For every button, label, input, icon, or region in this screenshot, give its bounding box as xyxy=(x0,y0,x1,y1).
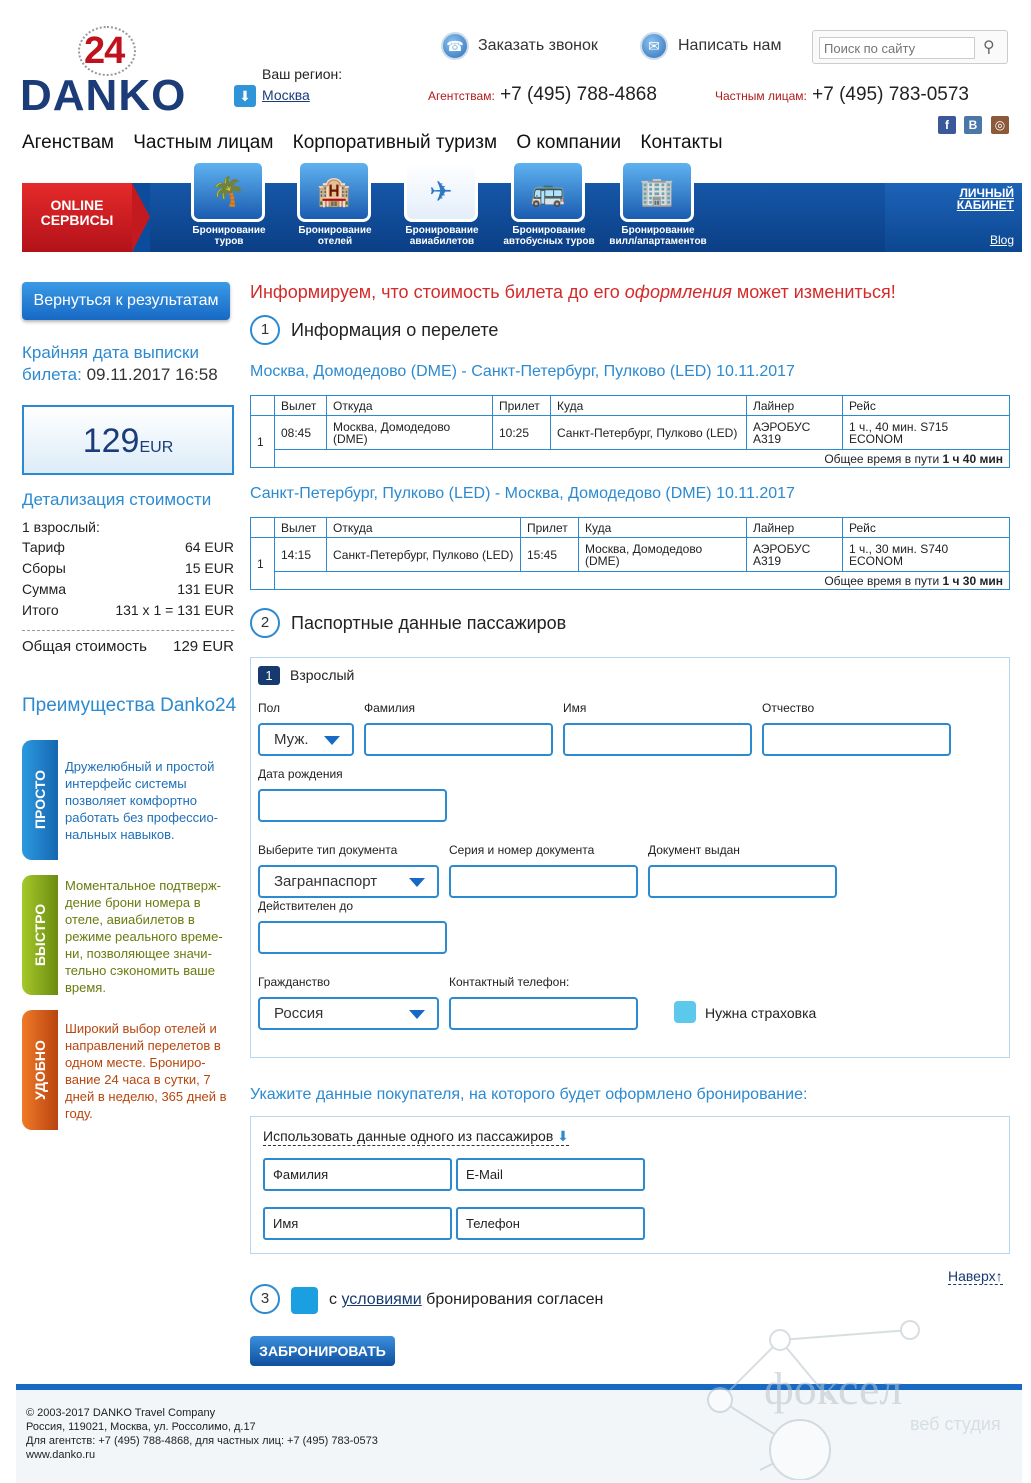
to-top-link[interactable]: Наверх↑ xyxy=(948,1268,1003,1284)
agents-phone-label: Агентствам: xyxy=(428,89,495,103)
birth-date-label: Дата рождения xyxy=(258,767,343,781)
doc-issued-label: Документ выдан xyxy=(648,843,740,857)
agents-phone xyxy=(428,84,657,106)
watermark-text: фоксел xyxy=(764,1363,903,1414)
price-value: 129 xyxy=(82,422,140,460)
passenger-number: 1 xyxy=(258,666,280,685)
patronymic-label: Отчество xyxy=(762,701,815,715)
total-cost: Общая стоимость 129 EUR xyxy=(22,638,234,655)
valid-until-input[interactable] xyxy=(258,921,447,954)
advantage-tab: ПРОСТО xyxy=(22,740,58,860)
ticket-deadline xyxy=(22,342,232,386)
personal-cabinet-link[interactable]: ЛИЧНЫЙ КАБИНЕТ xyxy=(956,186,1014,212)
valid-until-label: Действителен до xyxy=(258,899,354,913)
private-phone-label: Частным лицам: xyxy=(715,89,807,103)
step-number: 3 xyxy=(250,1284,280,1314)
table-row: 1 08:45 Москва, Домодедово (DME) 10:25 Санкт-Петербург, Пулково (LED) АЭРОБУС А319 1 ч., 40 мин. S715 ECONOM xyxy=(251,416,1010,450)
citizenship-label: Гражданство xyxy=(258,975,330,989)
name-label: Имя xyxy=(563,701,587,715)
order-call-link[interactable]: Заказать звонок xyxy=(478,37,598,54)
online-services-line1: ONLINE xyxy=(50,197,104,213)
bus-icon: 🚌 xyxy=(511,160,585,222)
table-row: 1 14:15 Санкт-Петербург, Пулково (LED) 15:45 Москва, Домодедово (DME) АЭРОБУС А319 1 ч., 30 мин. S740 ECONOM xyxy=(251,538,1010,572)
chevron-down-icon xyxy=(324,736,340,745)
service-villas[interactable]: 🏢 Бронирование вилл/апартаментов xyxy=(606,160,710,247)
contact-phone-input[interactable] xyxy=(449,997,638,1030)
cost-row: Итого 131 x 1 = 131 EUR xyxy=(22,602,234,618)
step-title: Информация о перелете xyxy=(291,320,499,340)
service-flights[interactable]: ✈ Бронирование авиабилетов xyxy=(404,160,480,247)
step-title: Паспортные данные пассажиров xyxy=(291,613,567,633)
advantage-tab: УДОБНО xyxy=(22,1010,58,1130)
watermark-logo xyxy=(700,1320,1020,1480)
service-bus[interactable]: 🚌 Бронирование автобусных туров xyxy=(502,160,596,247)
step-number: 2 xyxy=(250,608,280,638)
insurance-label: Нужна страховка xyxy=(705,1005,817,1021)
deadline-value: 09.11.2017 16:58 xyxy=(86,365,218,384)
logo-24[interactable]: 24 xyxy=(84,30,124,73)
private-phone xyxy=(715,84,969,106)
main-nav xyxy=(22,132,737,154)
banner-arrow xyxy=(132,183,150,252)
chevron-down-icon xyxy=(409,1010,425,1019)
agents-phone-number: +7 (495) 788-4868 xyxy=(500,84,657,105)
hotel-icon: 🏨 xyxy=(297,160,371,222)
advantage-text: Широкий выбор отелей и направлений перелетов в одном месте. Брониро-вание 24 часа в сутки, 7 дней в неделю, 365 дней в году. xyxy=(65,1021,227,1121)
advantage-convenient xyxy=(22,1010,234,1130)
name-input[interactable] xyxy=(563,723,752,756)
agree-checkbox[interactable] xyxy=(291,1287,318,1314)
surname-label: Фамилия xyxy=(364,701,415,715)
gender-select[interactable]: Муж. xyxy=(258,723,354,756)
service-hotels[interactable]: 🏨 Бронирование отелей xyxy=(297,160,373,247)
palm-icon: 🌴 xyxy=(191,160,265,222)
region-link[interactable]: Москва xyxy=(262,87,310,103)
price-box xyxy=(22,405,234,475)
flight-route: Москва, Домодедово (DME) - Санкт-Петербург, Пулково (LED) 10.11.2017 xyxy=(250,363,795,380)
villa-icon: 🏢 xyxy=(620,160,694,222)
use-passenger-data-link[interactable]: Использовать данные одного из пассажиров ⬇ xyxy=(263,1128,569,1144)
nav-agencies[interactable]: Агенствам xyxy=(22,132,114,153)
chevron-down-icon xyxy=(409,878,425,887)
plane-icon: ✈ xyxy=(404,160,478,222)
footer-site[interactable]: www.danko.ru xyxy=(26,1449,96,1461)
phone-icon[interactable]: ☎ xyxy=(441,32,469,60)
footer-copyright: © 2003-2017 DANKO Travel Company xyxy=(26,1407,216,1419)
deadline-label: Крайняя дата выписки билета: xyxy=(22,343,199,384)
buyer-phone-input[interactable]: Телефон xyxy=(456,1207,645,1240)
agree-text: с условиями бронирования согласен xyxy=(329,1291,604,1308)
nav-contacts[interactable]: Контакты xyxy=(640,132,723,153)
footer-phones: Для агентств: +7 (495) 788-4868, для частных лиц: +7 (495) 783-0573 xyxy=(26,1435,378,1447)
advantage-text: Дружелюбный и простой интерфейс системы позволяет комфортно работать без профессио-нальных навыков. xyxy=(65,759,219,842)
logo-danko[interactable]: DANKO xyxy=(20,71,187,120)
instagram-icon[interactable]: ◎ xyxy=(991,116,1009,134)
download-icon: ⬇ xyxy=(557,1128,569,1144)
blog-link[interactable]: Blog xyxy=(989,233,1014,247)
price-warning: Информируем, что стоимость билета до его оформления может измениться! xyxy=(250,282,896,302)
flight-route: Санкт-Петербург, Пулково (LED) - Москва, Домодедово (DME) 10.11.2017 xyxy=(250,485,795,502)
cost-detail-title: Детализация стоимости xyxy=(22,490,212,509)
advantage-tab: БЫСТРО xyxy=(22,875,58,995)
back-to-results-button[interactable]: Вернуться к результатам xyxy=(22,282,230,320)
watermark-subtext: веб студия xyxy=(910,1414,1001,1434)
advantages-title: Преимущества Danko24 xyxy=(22,695,237,716)
cost-row: Сборы 15 EUR xyxy=(22,560,234,576)
nav-corporate[interactable]: Корпоративный туризм xyxy=(292,132,498,153)
download-icon: ⬇ xyxy=(234,85,256,107)
adults-count: 1 взрослый: xyxy=(22,519,100,535)
footer-address: Россия, 119021, Москва, ул. Россолимо, д.17 xyxy=(26,1421,256,1433)
online-services-line2: СЕРВИСЫ xyxy=(40,212,114,228)
advantage-simple xyxy=(22,740,234,860)
cost-row: Тариф 64 EUR xyxy=(22,539,234,555)
buyer-surname-input[interactable]: Фамилия xyxy=(263,1158,452,1191)
doc-number-label: Серия и номер документа xyxy=(449,843,595,857)
patronymic-input[interactable] xyxy=(762,723,951,756)
region-label: Ваш регион: xyxy=(262,66,343,82)
nav-about[interactable]: О компании xyxy=(516,132,622,153)
contact-phone-label: Контактный телефон: xyxy=(449,975,570,989)
doc-type-label: Выберите тип документа xyxy=(258,843,398,857)
online-services[interactable] xyxy=(22,183,132,252)
doc-number-input[interactable] xyxy=(449,865,638,898)
buyer-name-input[interactable]: Имя xyxy=(263,1207,452,1240)
cabinet-area xyxy=(885,183,1022,252)
write-us-link[interactable]: Написать нам xyxy=(678,37,782,54)
book-button[interactable]: ЗАБРОНИРОВАТЬ xyxy=(250,1336,395,1366)
service-tours[interactable]: 🌴 Бронирование туров xyxy=(191,160,267,247)
buyer-email-input[interactable]: E-Mail xyxy=(456,1158,645,1191)
search-icon[interactable]: ⚲ xyxy=(983,39,995,56)
site-search xyxy=(812,30,1008,64)
gender-label: Пол xyxy=(258,701,281,715)
flight-table: Вылет Откуда Прилет Куда Лайнер Рейс 1 08:45 Москва, Домодедово (DME) 10:25 Санкт-Петербург, Пулково (LED) АЭРОБУС А319 1 ч., 40 мин. S715 ECONOM Общее время в пути 1 ч 40 мин xyxy=(250,395,1010,468)
arrow-up-icon: ↑ xyxy=(995,1268,1003,1284)
terms-link[interactable]: условиями xyxy=(341,1291,422,1308)
vk-icon[interactable]: B xyxy=(964,116,982,134)
step-number: 1 xyxy=(250,315,280,345)
passenger-type: Взрослый xyxy=(290,667,355,683)
price-currency: EUR xyxy=(139,439,174,456)
cost-row: Сумма 131 EUR xyxy=(22,581,234,597)
flight-table: Вылет Откуда Прилет Куда Лайнер Рейс 1 14:15 Санкт-Петербург, Пулково (LED) 15:45 Москва, Домодедово (DME) АЭРОБУС А319 1 ч., 30 мин. S740 ECONOM Общее время в пути 1 ч 30 мин xyxy=(250,517,1010,590)
facebook-icon[interactable]: f xyxy=(938,116,956,134)
doc-issued-input[interactable] xyxy=(648,865,837,898)
birth-date-input[interactable] xyxy=(258,789,447,822)
private-phone-number: +7 (495) 783-0573 xyxy=(812,84,969,105)
buyer-title: Укажите данные покупателя, на которого будет оформлено бронирование: xyxy=(250,1086,808,1103)
divider xyxy=(22,630,234,631)
search-input[interactable] xyxy=(819,37,975,59)
surname-input[interactable] xyxy=(364,723,553,756)
doc-type-select[interactable]: Загранпаспорт xyxy=(258,865,439,898)
mail-icon[interactable]: ✉ xyxy=(640,32,668,60)
insurance-checkbox[interactable] xyxy=(674,1001,696,1023)
nav-private[interactable]: Частным лицам xyxy=(133,132,274,153)
citizenship-select[interactable]: Россия xyxy=(258,997,439,1030)
advantage-fast xyxy=(22,875,234,995)
advantage-text: Моментальное подтверж-дение брони номера в отеле, авиабилетов в режиме реального време-ни, позволяющее значи-тельно сэкономить ваше время. xyxy=(65,878,223,995)
